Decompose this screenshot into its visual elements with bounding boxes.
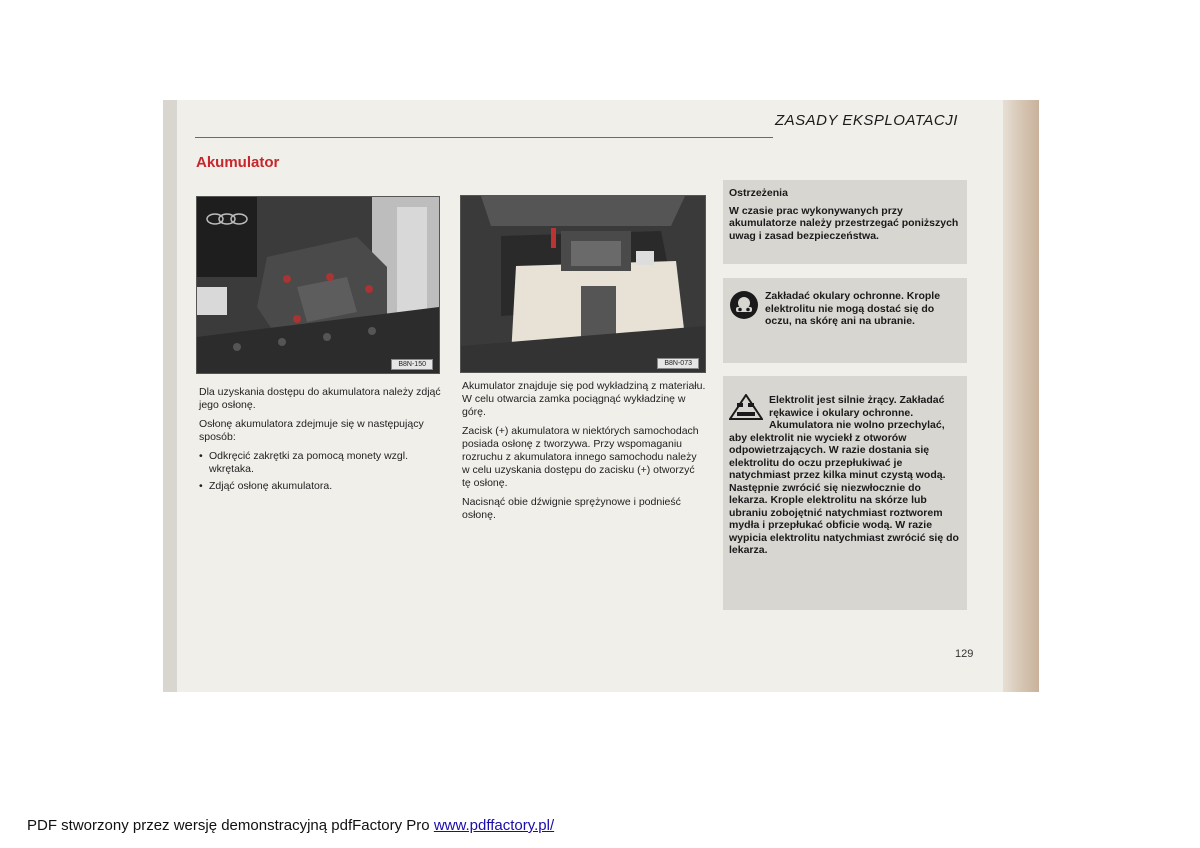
goggles-icon — [729, 290, 759, 320]
text-column-1 — [199, 386, 443, 497]
page-edge — [1003, 100, 1039, 692]
goggles-warning-box — [723, 278, 967, 363]
footer-text: PDF stworzony przez wersję demonstracyjną pdfFactory Pro — [27, 817, 434, 834]
photo-code-label: B8N-073 — [657, 358, 699, 369]
warnings-intro: W czasie prac wykonywanych przy akumulatorze należy przestrzegać poniższych uwag i zasad bezpieczeństwa. — [729, 204, 959, 242]
header-rule — [195, 137, 773, 138]
electrolyte-warning-text: Elektrolit jest silnie żrący. Zakładać rękawice i okulary ochronne. Akumulatora nie wolno przechylać, aby elektrolit nie wyciekł z otworów odpowietrzających. W razie dostania się elektrolitu do oczu przepłukiwać je natychmiast przez kilka minut czystą wodą. Następnie zwrócić się niezwłocznie do lekarza. Krople elektrolitu na skórze lub ubraniu zobojętnić natychmiast roztworem mydła i przepłukać obficie wodą. W razie wypicia elektrolitu natychmiast zwrócić się do lekarza. — [729, 394, 959, 556]
goggles-warning-text: Zakładać okulary ochronne. Krople elektrolitu nie mogą dostać się do oczu, na skórę ani na ubranie. — [765, 290, 941, 327]
engine-bay-photo — [196, 196, 440, 374]
pdf-footer — [27, 817, 554, 834]
list-item: • Zdjąć osłonę akumulatora. — [199, 480, 443, 493]
photo-code-label: B8N-150 — [391, 359, 433, 370]
page-number: 129 — [955, 648, 974, 660]
paragraph: Nacisnąć obie dźwignie sprężynowe i podnieść osłonę. — [462, 496, 681, 521]
warnings-box — [723, 180, 967, 264]
footer-link[interactable]: www.pdffactory.pl/ — [433, 817, 555, 834]
bullet-list — [199, 450, 443, 493]
paragraph: Akumulator znajduje się pod wykładziną z materiału. W celu otwarcia zamka pociągnąć wykładzinę w górę. — [462, 380, 706, 418]
electrolyte-warning-box — [723, 376, 967, 610]
battery-compartment-photo — [460, 195, 706, 373]
paragraph: Zacisk (+) akumulatora w niektórych samochodach posiada osłonę z tworzywa. Przy wspomaganiu rozruchu z akumulatora innego samochodu należy w celu uzyskania dostępu do zacisku (+) otworzyć tę osłonę. — [462, 425, 699, 489]
paragraph: Dla uzyskania dostępu do akumulatora należy zdjąć jego osłonę. — [199, 386, 441, 411]
text-column-2 — [462, 380, 706, 528]
scanned-manual-page — [163, 100, 1039, 692]
binding-gutter — [163, 100, 177, 692]
section-title: Akumulator — [196, 154, 280, 171]
paragraph: Osłonę akumulatora zdejmuje się w następujący sposób: — [199, 418, 424, 443]
list-item: • Odkręcić zakrętki za pomocą monety wzgl. wkrętaka. — [199, 450, 443, 476]
chapter-header: ZASADY EKSPLOATACJI — [775, 112, 958, 129]
corrosive-icon — [729, 394, 763, 420]
warnings-title: Ostrzeżenia — [729, 187, 788, 199]
